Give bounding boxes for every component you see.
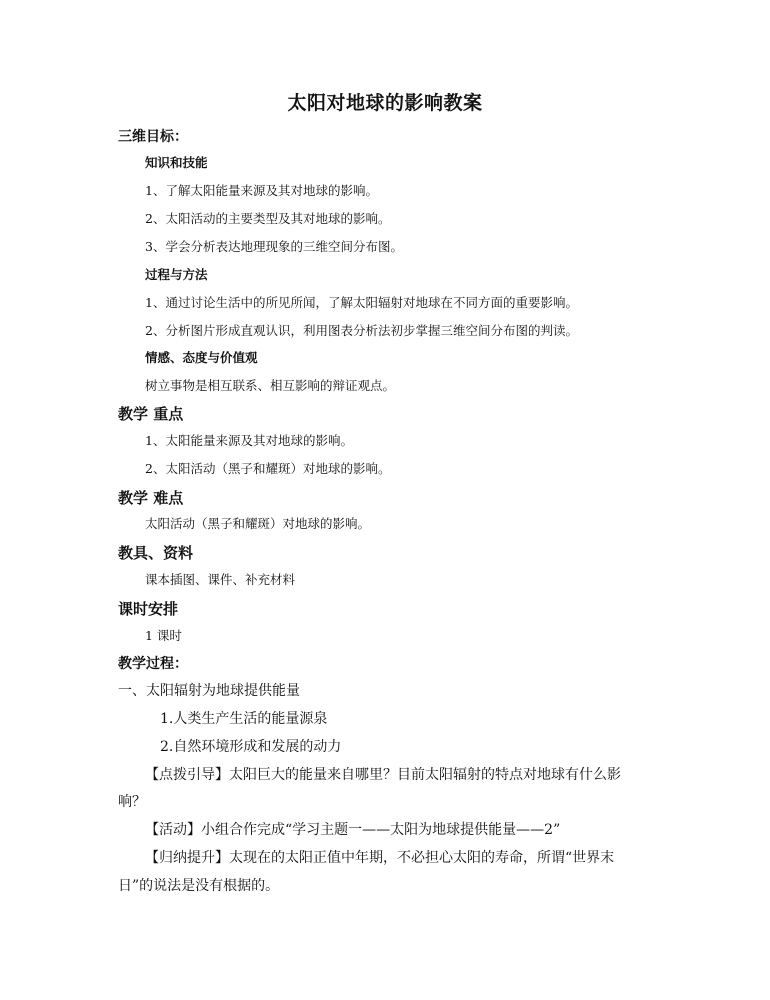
process-method-heading: 过程与方法 [145, 267, 208, 282]
materials-item: 课本插图、课件、补充材料 [145, 572, 296, 587]
schedule-heading: 课时安排 [118, 600, 179, 618]
document-title: 太阳对地球的影响教案 [287, 92, 483, 114]
guide-paragraph-line: 【点拨引导】太阳巨大的能量来自哪里？目前太阳辐射的特点对地球有什么影 [145, 767, 621, 783]
section-one-point: 1.人类生产生活的能量源泉 [160, 711, 328, 727]
summary-paragraph-line: 【归纳提升】太现在的太阳正值中年期，不必担心太阳的寿命，所谓“世界末 [145, 850, 615, 866]
materials-heading: 教具、资料 [118, 544, 194, 562]
activity-paragraph: 【活动】小组合作完成“学习主题一——太阳为地球提供能量——2” [145, 822, 561, 838]
knowledge-item: 2、太阳活动的主要类型及其对地球的影响。 [145, 211, 391, 226]
guide-paragraph-line: 响？ [118, 794, 146, 810]
difficulty-item: 太阳活动（黑子和耀斑）对地球的影响。 [145, 516, 371, 531]
objectives-heading: 三维目标： [118, 129, 188, 145]
attitude-heading: 情感、态度与价值观 [145, 350, 258, 365]
key-point-item: 1、太阳能量来源及其对地球的影响。 [145, 433, 353, 448]
difficulties-heading: 教学 难点 [118, 489, 184, 507]
summary-paragraph-line: 日”的说法是没有根据的。 [118, 878, 280, 894]
knowledge-item: 3、学会分析表达地理现象的三维空间分布图。 [145, 239, 403, 254]
knowledge-heading: 知识和技能 [145, 155, 208, 170]
knowledge-item: 1、了解太阳能量来源及其对地球的影响。 [145, 183, 378, 198]
attitude-item: 树立事物是相互联系、相互影响的辩证观点。 [145, 378, 396, 393]
process-method-item: 2、分析图片形成直观认识，利用图表分析法初步掌握三维空间分布图的判读。 [145, 323, 578, 338]
schedule-item: 1 课时 [145, 628, 182, 643]
process-method-item: 1、通过讨论生活中的所见所闻，了解太阳辐射对地球在不同方面的重要影响。 [145, 295, 578, 310]
key-points-heading: 教学 重点 [118, 405, 184, 423]
section-one-heading: 一、太阳辐射为地球提供能量 [118, 683, 300, 699]
section-one-point: 2.自然环境形成和发展的动力 [160, 739, 342, 755]
teaching-process-heading: 教学过程： [118, 656, 188, 672]
key-point-item: 2、太阳活动（黑子和耀斑）对地球的影响。 [145, 461, 391, 476]
